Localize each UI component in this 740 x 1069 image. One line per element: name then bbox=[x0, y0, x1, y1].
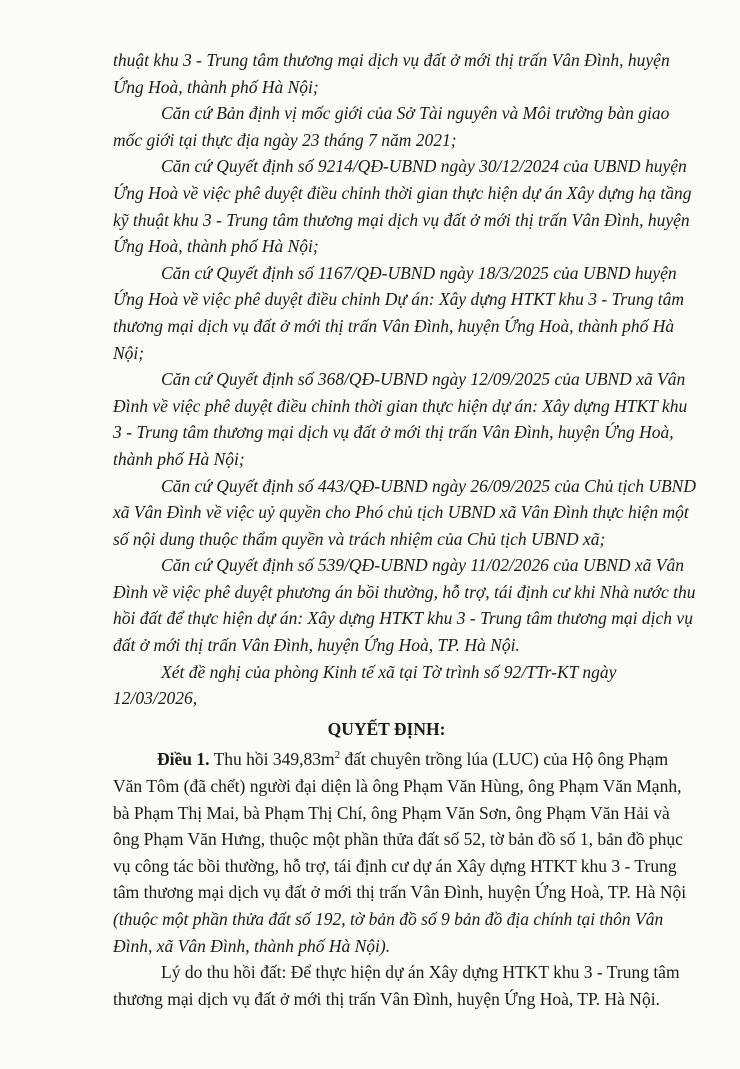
legal-basis-section bbox=[113, 47, 700, 712]
text-line: thương mại dịch vụ đất ở mới thị trấn Vân Đình, huyện Ứng Hoà, thành phố Hà bbox=[113, 315, 675, 336]
text-line: thuật khu 3 - Trung tâm thương mại dịch vụ đất ở mới thị trấn Vân Đình, huyện bbox=[113, 50, 670, 70]
text-line: Ứng Hoà, thành phố Hà Nội; bbox=[113, 76, 319, 97]
text-line: Căn cứ Bản định vị mốc giới của Sở Tài nguyên và Môi trường bàn giao bbox=[161, 103, 670, 124]
text-line: ông Phạm Văn Hưng, thuộc một phần thửa đất số 52, tờ bản đồ số 1, bản đồ phục bbox=[113, 829, 683, 850]
text-line: Nội; bbox=[113, 342, 145, 363]
text-line: Căn cứ Quyết định số 9214/QĐ-UBND ngày 30/12/2024 của UBND huyện bbox=[161, 156, 687, 177]
text-line: bà Phạm Thị Mai, bà Phạm Thị Chí, ông Phạm Văn Sơn, ông Phạm Văn Hải và bbox=[113, 802, 670, 823]
text-line: 12/03/2026, bbox=[113, 688, 198, 709]
decision-title: QUYẾT ĐỊNH: bbox=[327, 718, 446, 739]
article-1 bbox=[113, 746, 700, 959]
text-line: xã Vân Đình về việc uỷ quyền cho Phó chủ tịch UBND xã Vân Đình thực hiện một bbox=[113, 502, 689, 523]
text-line: kỹ thuật khu 3 - Trung tâm thương mại dịch vụ đất ở mới thị trấn Vân Đình, huyện bbox=[113, 209, 690, 230]
text-span: Thu hồi 349,83m bbox=[213, 749, 335, 770]
article-1-first-line bbox=[113, 746, 700, 773]
text-line: Căn cứ Quyết định số 539/QĐ-UBND ngày 11/02/2026 của UBND xã Vân bbox=[161, 555, 684, 576]
text-line: Lý do thu hồi đất: Để thực hiện dự án Xây dựng HTKT khu 3 - Trung tâm bbox=[161, 962, 680, 983]
text-span: đất chuyên trồng lúa (LUC) của Hộ ông Phạm bbox=[340, 749, 669, 770]
text-line: đất ở mới thị trấn Vân Đình, huyện Ứng Hoà, TP. Hà Nội. bbox=[113, 635, 520, 656]
text-line: Xét đề nghị của phòng Kinh tế xã tại Tờ trình số 92/TTr-KT ngày bbox=[161, 661, 617, 682]
text-line: Đình về việc phê duyệt phương án bồi thường, hỗ trợ, tái định cư khi Nhà nước thu bbox=[113, 581, 696, 602]
text-line: Căn cứ Quyết định số 1167/QĐ-UBND ngày 18/3/2025 của UBND huyện bbox=[161, 262, 677, 283]
text-line: vụ công tác bồi thường, hỗ trợ, tái định cư dự án Xây dựng HTKT khu 3 - Trung bbox=[113, 855, 677, 876]
reason-section bbox=[113, 959, 700, 1012]
text-line: Văn Tôm (đã chết) người đại diện là ông Phạm Văn Hùng, ông Phạm Văn Mạnh, bbox=[113, 776, 682, 797]
text-line: tâm thương mại dịch vụ đất ở mới thị trấn Vân Đình, huyện Ứng Hoà, TP. Hà Nội bbox=[113, 882, 687, 903]
text-line: Căn cứ Quyết định số 443/QĐ-UBND ngày 26/09/2025 của Chủ tịch UBND bbox=[161, 475, 696, 496]
text-line: Đình về việc phê duyệt điều chỉnh thời gian thực hiện dự án: Xây dựng HTKT khu bbox=[113, 395, 688, 416]
text-line: thành phố Hà Nội; bbox=[113, 448, 245, 469]
text-line: Căn cứ Quyết định số 368/QĐ-UBND ngày 12/09/2025 của UBND xã Vân bbox=[161, 369, 686, 390]
text-line: hồi đất để thực hiện dự án: Xây dựng HTKT khu 3 - Trung tâm thương mại dịch vụ bbox=[113, 608, 693, 629]
superscript: 2 bbox=[334, 749, 341, 762]
text-line: 3 - Trung tâm thương mại dịch vụ đất ở mới thị trấn Vân Đình, huyện Ứng Hoà, bbox=[113, 422, 674, 443]
text-line: thương mại dịch vụ đất ở mới thị trấn Vân Đình, huyện Ứng Hoà, TP. Hà Nội. bbox=[113, 988, 660, 1009]
text-line: số nội dung thuộc thẩm quyền và trách nhiệm của Chủ tịch UBND xã; bbox=[113, 528, 606, 549]
text-line: Ứng Hoà về việc phê duyệt điều chỉnh thời gian thực hiện dự án Xây dựng hạ tầng bbox=[113, 182, 692, 203]
text-line: Đình, xã Vân Đình, thành phố Hà Nội). bbox=[113, 935, 391, 956]
text-line: mốc giới tại thực địa ngày 23 tháng 7 năm 2021; bbox=[113, 129, 457, 150]
text-line: (thuộc một phần thửa đất số 192, tờ bản đồ số 9 bản đồ địa chính tại thôn Vân bbox=[113, 909, 664, 929]
article-1-label: Điều 1. bbox=[157, 749, 210, 770]
text-line: Ứng Hoà về việc phê duyệt điều chỉnh Dự án: Xây dựng HTKT khu 3 - Trung tâm bbox=[113, 289, 684, 310]
text-line: Ứng Hoà, thành phố Hà Nội; bbox=[113, 236, 319, 257]
